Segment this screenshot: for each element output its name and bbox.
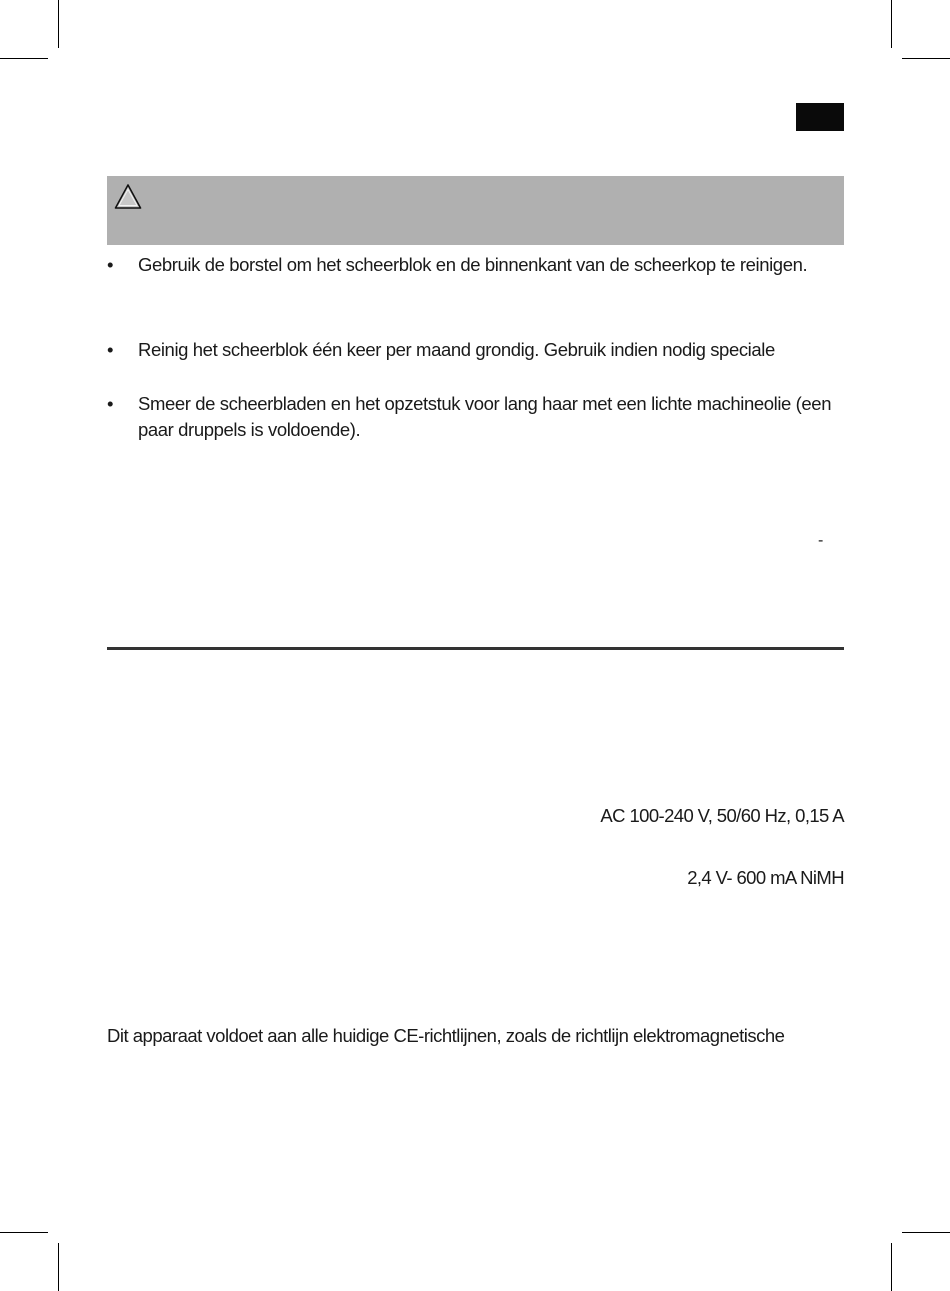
crop-mark-top-left-horizontal (0, 58, 48, 59)
warning-banner (107, 176, 844, 245)
bullet-marker: • (107, 254, 114, 275)
spec-power-supply: AC 100-240 V, 50/60 Hz, 0,15 A (600, 805, 844, 826)
warning-triangle-icon (113, 182, 143, 212)
crop-mark-top-right-horizontal (902, 58, 950, 59)
list-item-text: Smeer de scheerbladen en het opzetstuk voor lang haar met een lichte machineolie (een paar druppels is voldoende). (138, 393, 832, 440)
list-item-text: Gebruik de borstel om het scheerblok en de binnenkant van de scheerkop te reinigen. (138, 254, 808, 275)
stray-dash: - (818, 532, 824, 549)
crop-mark-top-right-vertical (891, 0, 892, 48)
bullet-marker: • (107, 339, 114, 360)
language-tab (796, 103, 844, 131)
spec-battery: 2,4 V- 600 mA NiMH (687, 867, 844, 888)
crop-mark-bottom-right-vertical (891, 1243, 892, 1291)
list-item-text: Reinig het scheerblok één keer per maand grondig. Gebruik indien nodig speciale (138, 339, 775, 360)
section-divider (107, 647, 844, 650)
crop-mark-bottom-right-horizontal (902, 1232, 950, 1233)
crop-mark-bottom-left-vertical (58, 1243, 59, 1291)
crop-mark-top-left-vertical (58, 0, 59, 48)
compliance-text: Dit apparaat voldoet aan alle huidige CE-richtlijnen, zoals de richtlijn elektromagnetische (107, 1025, 785, 1046)
crop-mark-bottom-left-horizontal (0, 1232, 48, 1233)
bullet-marker: • (107, 393, 114, 414)
